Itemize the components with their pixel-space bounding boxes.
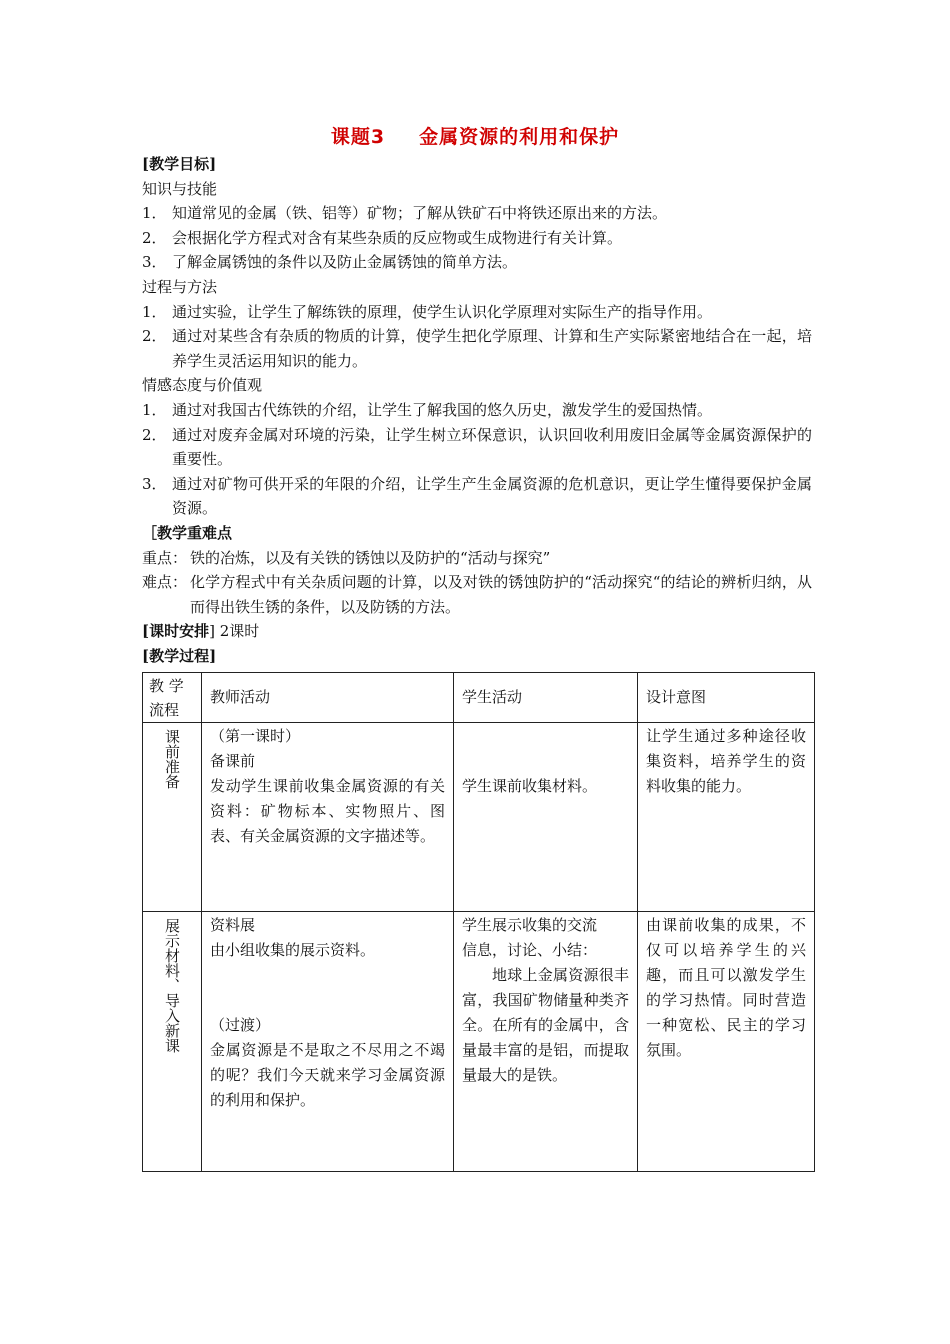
key-point: 重点： 铁的冶炼，以及有关铁的锈蚀以及防护的“活动与探究” — [142, 548, 551, 567]
page-title — [0, 122, 950, 149]
list-item: 1． 通过实验，让学生了解练铁的原理，使学生认识化学原理对实际生产的指导作用。 — [142, 302, 713, 321]
table-header-row — [143, 673, 815, 723]
list-item: 3． 了解金属锈蚀的条件以及防止金属锈蚀的简单方法。 — [142, 253, 518, 272]
objectives-heading: [教学目标] — [142, 155, 217, 173]
list-item: 3． 通过对矿物可供开采的年限的介绍，让学生产生金属资源的危机意识，更让学生懂得要保护金属资源。 — [142, 474, 812, 518]
table-row — [143, 723, 815, 912]
student-cell: 学生展示收集的交流 信息，讨论、小结： 地球上金属资源很丰富，我国矿物储量种类齐全。在所有的金属中，含量最丰富的是铝，而提取量最大的是铁。 — [454, 912, 638, 1172]
stage-cell — [143, 723, 202, 912]
teacher-cell: 资料展 由小组收集的展示资料。 （过渡） 金属资源是不是取之不尽用之不竭的呢？我们今天就来学习金属资源的利用和保护。 — [202, 912, 454, 1172]
table-row — [143, 912, 815, 1172]
attitude-heading: 情感态度与价值观 — [142, 376, 263, 395]
header-stage: 教 学 流程 — [143, 673, 202, 723]
stage-cell — [143, 912, 202, 1172]
list-item: 2． 通过对某些含有杂质的物质的计算，使学生把化学原理、计算和生产实际紧密地结合在一起，培养学生灵活运用知识的能力。 — [142, 327, 812, 370]
knowledge-heading: 知识与技能 — [142, 179, 218, 198]
hard-point: 难点： 化学方程式中有关杂质问题的计算，以及对铁的锈蚀防护的“活动探究“的结论的辨析归纳，从而得出铁生锈的条件，以及防锈的方法。 — [142, 573, 812, 616]
intent-cell: 让学生通过多种途径收集资料，培养学生的资料收集的能力。 — [638, 723, 815, 912]
process-table-heading: [教学过程] — [142, 646, 217, 665]
header-teacher: 教师活动 — [202, 673, 454, 723]
list-item: 1． 知道常见的金属（铁、铝等）矿物；了解从铁矿石中将铁还原出来的方法。 — [142, 204, 668, 223]
student-cell: 学生课前收集材料。 — [454, 723, 638, 912]
stage-label: 展示材料、导入新课 — [163, 918, 181, 1053]
schedule-heading: [课时安排 — [142, 622, 210, 641]
stage-label: 课前准备 — [163, 729, 181, 789]
process-heading: 过程与方法 — [142, 277, 218, 296]
list-item: 1． 通过对我国古代练铁的介绍，让学生了解我国的悠久历史，激发学生的爱国热情。 — [142, 400, 713, 419]
teacher-cell: （第一课时） 备课前 发动学生课前收集金属资源的有关资料：矿物标本、实物照片、图表、有关金属资源的文字描述等。 — [202, 723, 454, 912]
title-prefix: 课题3 — [330, 126, 386, 148]
schedule-value: ] 2课时 — [209, 622, 260, 641]
schedule-line — [142, 619, 812, 644]
list-item: 2． 会根据化学方程式对含有某些杂质的反应物或生成物进行有关计算。 — [142, 228, 623, 247]
title-main: 金属资源的利用和保护 — [419, 126, 620, 148]
intent-cell: 由课前收集的成果，不仅可以培养学生的兴趣，而且可以激发学生的学习热情。同时营造一种宽松、民主的学习氛围。 — [638, 912, 815, 1172]
objectives-section — [142, 152, 812, 668]
list-item: 2． 通过对废弃金属对环境的污染，让学生树立环保意识，认识回收利用废旧金属等金属资源保护的重要性。 — [142, 425, 812, 469]
difficulty-heading: ［教学重难点 — [142, 523, 233, 542]
header-intent: 设计意图 — [638, 673, 815, 723]
teaching-process-table — [142, 672, 815, 1172]
header-student: 学生活动 — [454, 673, 638, 723]
